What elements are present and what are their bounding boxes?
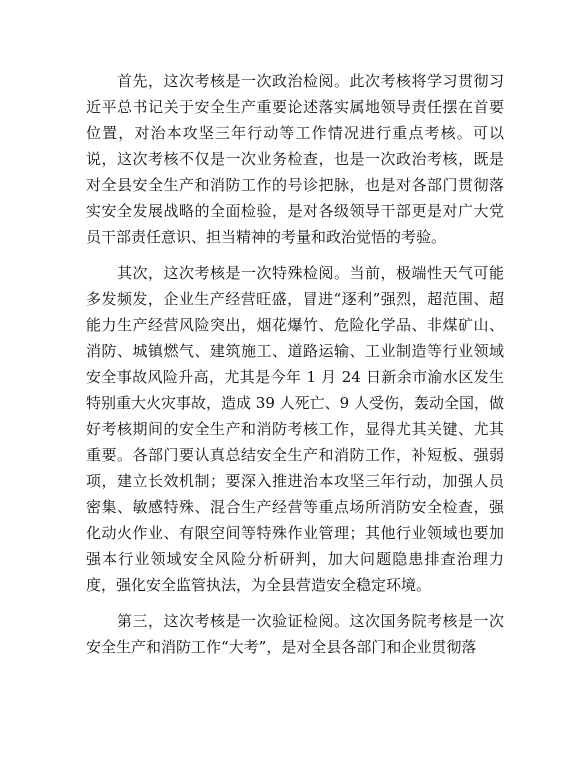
paragraph-political-review: 首先，这次考核是一次政治检阅。此次考核将学习贯彻习近平总书记关于安全生产重要论述落实属地领导责任摆在首要位置，对治本攻坚三年行动等工作情况进行重点考核。可以说，这次考核不仅是一次业务检查，也是一次政治考核，既是对全县安全生产和消防工作的号诊把脉，也是对各部门贯彻落实安全发展战略的全面检验，是对各级领导干部更是对广大党员干部责任意识、担当精神的考量和政治觉悟的考验。 [86,72,504,246]
paragraph-special-review: 其次，这次考核是一次特殊检阅。当前，极端性天气可能多发频发，企业生产经营旺盛，冒进“逐利”强烈，超范围、超能力生产经营风险突出，烟花爆竹、危险化学品、非煤矿山、消防、城镇燃气、建筑施工、道路运输、工业制造等行业领域安全事故风险升高，尤其是今年 1 月 24 日新余市渝水区发生特别重大火灾事故，造成 39 人死亡、9 人受伤，轰动全国，做好考核期间的安全生产和消防考核工作，显得尤其关键、尤其重要。各部门要认真总结安全生产和消防工作，补短板、强弱项，建立长效机制；要深入推进治本攻坚三年行动，加强人员密集、敏感特殊、混合生产经营等重点场所消防安全检查，强化动火作业、有限空间等特殊作业管理；其他行业领域也要加强本行业领域安全风险分析研判，加大问题隐患排查治理力度，强化安全监管执法，为全县营造安全稳定环境。 [86,264,504,594]
paragraph-verification-review: 第三，这次考核是一次验证检阅。这次国务院考核是一次安全生产和消防工作“大考”，是对全县各部门和企业贯彻落 [86,612,504,656]
document-body [86,68,504,670]
